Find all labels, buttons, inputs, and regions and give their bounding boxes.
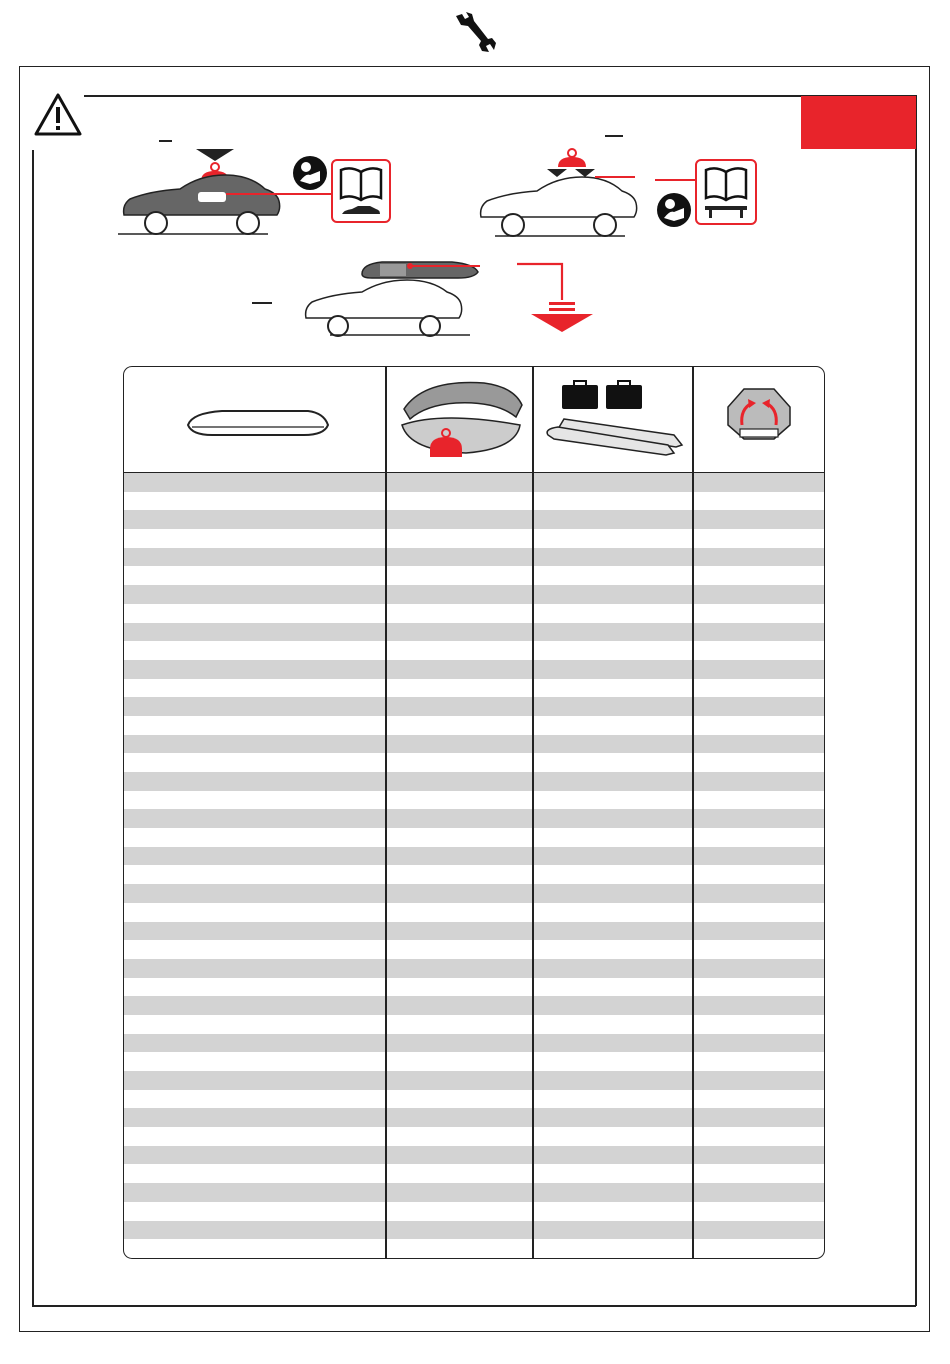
table-row: [124, 959, 824, 978]
step-c-line: [252, 302, 272, 304]
table-row: [124, 884, 824, 903]
table-row: [124, 1071, 824, 1090]
table-row: [124, 660, 824, 679]
inner-frame-top: [84, 95, 916, 97]
table-row: [124, 510, 824, 529]
table-row: [124, 847, 824, 866]
table-row: [124, 903, 824, 922]
table-row: [124, 604, 824, 623]
column-divider: [692, 367, 694, 1258]
table-row: [124, 753, 824, 772]
table-row: [124, 828, 824, 847]
down-arrow-icon: [515, 262, 595, 334]
manual-book-icon: [338, 164, 384, 218]
car-with-roof-bars-icon: [475, 145, 645, 240]
step-a-connector: [226, 193, 332, 195]
table-row: [124, 791, 824, 810]
table-row: [124, 940, 824, 959]
wrench-icon: [452, 10, 498, 56]
table-row: [124, 623, 824, 642]
column-divider: [532, 367, 534, 1258]
table-row: [124, 1090, 824, 1109]
table-row: [124, 1052, 824, 1071]
car-with-roof-box-icon: [300, 252, 480, 337]
table-row: [124, 566, 824, 585]
table-row: [124, 1202, 824, 1221]
inner-frame-left: [32, 150, 34, 1306]
table-row: [124, 473, 824, 492]
column-divider: [385, 367, 387, 1258]
table-row: [124, 809, 824, 828]
table-row: [124, 548, 824, 567]
table-row: [124, 735, 824, 754]
table-row: [124, 1221, 824, 1240]
table-row: [124, 492, 824, 511]
table-row: [124, 679, 824, 698]
table-row: [124, 978, 824, 997]
warning-triangle-icon: [33, 92, 83, 138]
read-instructions-icon: [656, 192, 692, 228]
inner-frame-bottom: [32, 1305, 916, 1307]
table-row: [124, 697, 824, 716]
luggage-and-skis-icon: [544, 379, 694, 465]
open-roof-box-load-icon: [396, 375, 526, 465]
table-row: [124, 585, 824, 604]
table-header: [124, 367, 824, 473]
table-row: [124, 529, 824, 548]
inner-frame-right: [915, 95, 917, 1306]
table-row: [124, 1183, 824, 1202]
manual-book-icon: [703, 164, 749, 220]
table-rows: [124, 473, 824, 1239]
table-row: [124, 1108, 824, 1127]
table-row: [124, 1034, 824, 1053]
step-a-line: [159, 140, 172, 142]
table-row: [124, 1127, 824, 1146]
load-table: [123, 366, 825, 1259]
roof-box-icon: [184, 405, 332, 439]
table-row: [124, 1015, 824, 1034]
table-row: [124, 922, 824, 941]
step-b-line: [605, 135, 623, 137]
red-label-box: [801, 96, 916, 149]
table-row: [124, 1146, 824, 1165]
table-row: [124, 865, 824, 884]
read-instructions-icon: [292, 155, 328, 191]
table-row: [124, 641, 824, 660]
table-row: [124, 996, 824, 1015]
table-row: [124, 772, 824, 791]
table-row: [124, 1164, 824, 1183]
step-b-connector: [655, 179, 695, 181]
table-row: [124, 716, 824, 735]
box-opening-sides-icon: [724, 385, 794, 443]
